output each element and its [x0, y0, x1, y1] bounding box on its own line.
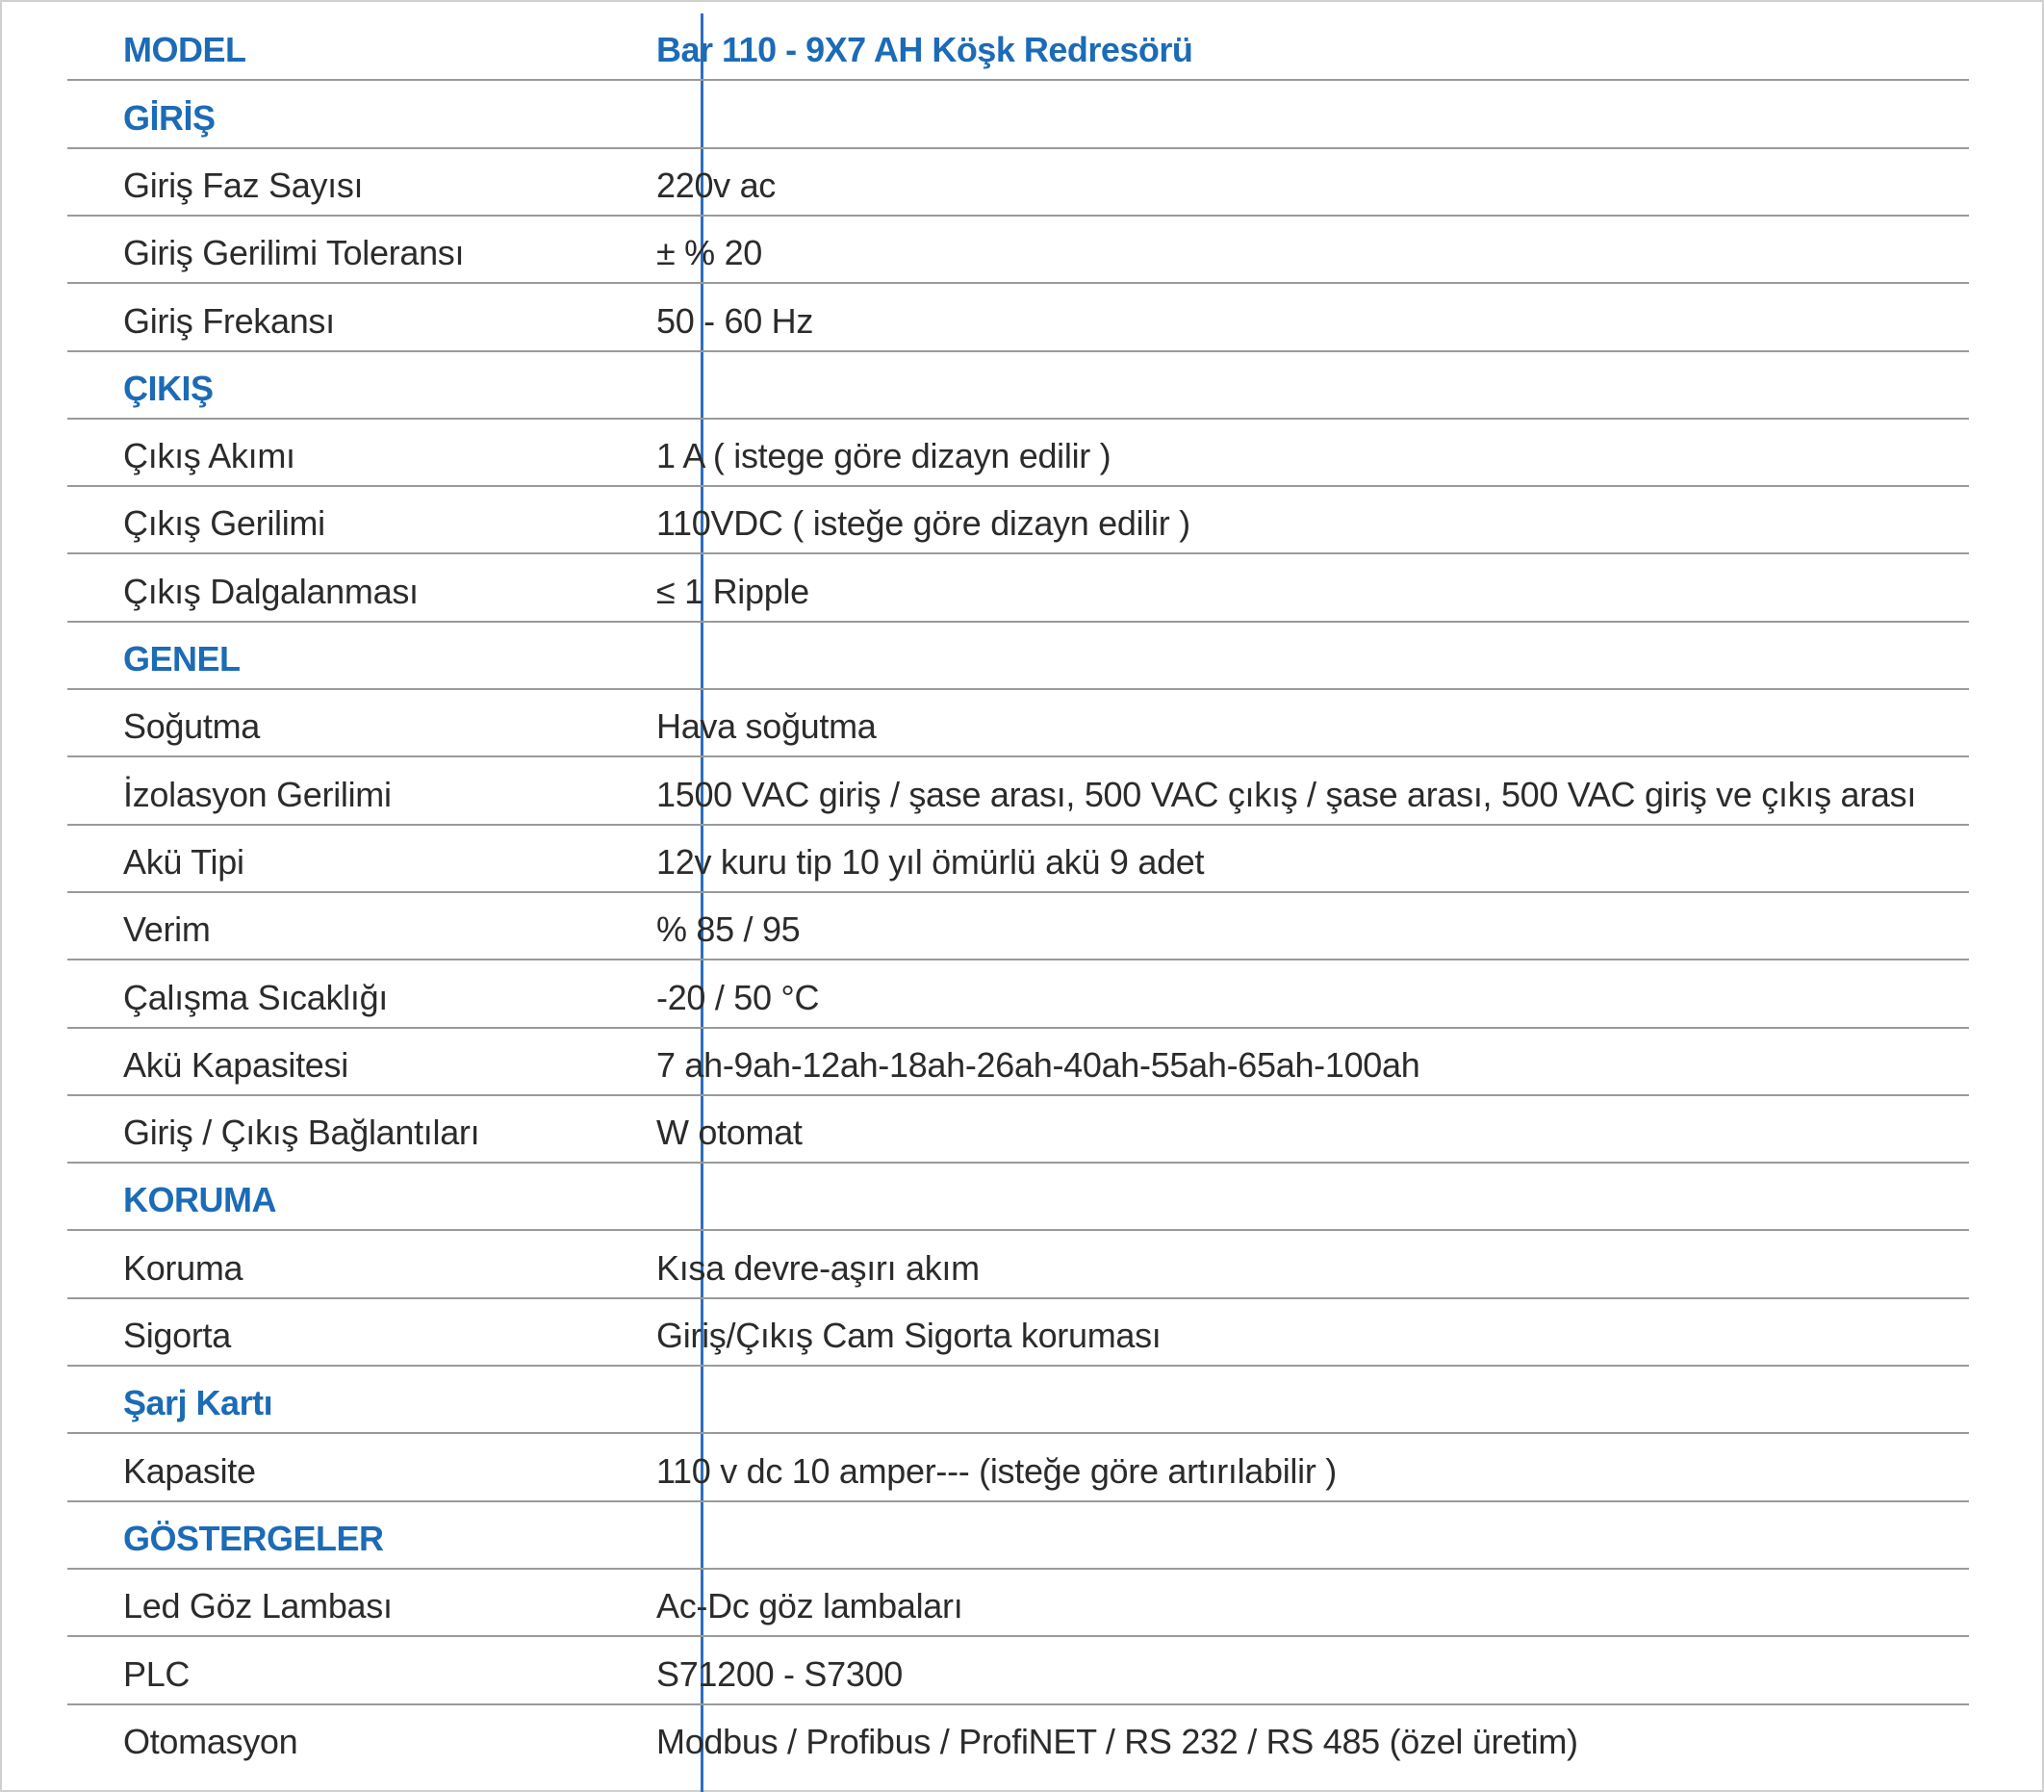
section-value: [656, 352, 1965, 418]
section-header-row: [67, 82, 1969, 149]
table-row: [67, 1638, 1969, 1705]
spec-label: Soğutma: [123, 706, 260, 747]
spec-value: Modbus / Profibus / ProfiNET / RS 232 / RS 485 (özel üretim): [656, 1721, 1578, 1761]
spec-label: Çıkış Akımı: [123, 436, 295, 476]
spec-value: 12v kuru tip 10 yıl ömürlü akü 9 adet: [656, 841, 1205, 882]
spec-value: ≤ 1 Ripple: [656, 571, 809, 611]
spec-label: Çalışma Sıcaklığı: [123, 977, 388, 1017]
spec-label: Led Göz Lambası: [123, 1586, 393, 1626]
table-row: [67, 690, 1969, 757]
section-header-row: [67, 623, 1969, 690]
table-row: [67, 555, 1969, 623]
spec-label: Çıkış Gerilimi: [123, 503, 325, 544]
spec-value: 110VDC ( isteğe göre dizayn edilir ): [656, 503, 1190, 544]
spec-value: Giriş/Çıkış Cam Sigorta koruması: [656, 1316, 1162, 1355]
model-header-label: MODEL: [123, 30, 246, 69]
spec-label: Giriş Faz Sayısı: [123, 165, 364, 205]
spec-label: Sigorta: [123, 1316, 231, 1355]
section-value: [656, 82, 1965, 147]
model-header-row: [67, 13, 1969, 81]
table-row: [67, 1096, 1969, 1164]
spec-value: 1500 VAC giriş / şase arası, 500 VAC çıkış / şase arası, 500 VAC giriş ve çıkış arası: [656, 774, 1917, 814]
section-header-row: [67, 352, 1969, 420]
spec-value: 220v ac: [656, 165, 776, 205]
spec-value: 50 - 60 Hz: [656, 300, 814, 341]
spec-label: Giriş / Çıkış Bağlantıları: [123, 1113, 480, 1153]
spec-label: Çıkış Dalgalanması: [123, 571, 419, 611]
section-header-row: [67, 1502, 1969, 1570]
table-row: [67, 1435, 1969, 1502]
table-row: [67, 1029, 1969, 1096]
spec-label: Akü Tipi: [123, 841, 244, 882]
spec-value: S71200 - S7300: [656, 1653, 904, 1694]
spec-label: İzolasyon Gerilimi: [123, 774, 392, 814]
spec-value: ± % 20: [656, 233, 763, 273]
table-row: [67, 1570, 1969, 1637]
table-row: [67, 1232, 1969, 1299]
section-value: [656, 623, 1965, 688]
table-row: [67, 487, 1969, 554]
spec-label: Giriş Frekansı: [123, 300, 335, 341]
section-header-row: [67, 1164, 1969, 1231]
spec-value: Hava soğutma: [656, 706, 877, 747]
spec-value: Kısa devre-aşırı akım: [656, 1247, 980, 1288]
table-row: [67, 758, 1969, 826]
model-name: Bar 110 - 9X7 AH Köşk Redresörü: [656, 30, 1193, 69]
table-row: [67, 961, 1969, 1029]
table-row: [67, 285, 1969, 352]
spec-value: % 85 / 95: [656, 909, 801, 950]
table-row: [67, 420, 1969, 487]
table-row: [67, 893, 1969, 960]
spec-label: Otomasyon: [123, 1721, 298, 1761]
spec-value: -20 / 50 °C: [656, 977, 820, 1017]
section-value: [656, 1502, 1965, 1568]
spec-value: 1 A ( istege göre dizayn edilir ): [656, 436, 1111, 476]
spec-label: Giriş Gerilimi Toleransı: [123, 233, 465, 273]
spec-label: Koruma: [123, 1247, 243, 1288]
table-row: [67, 149, 1969, 217]
section-header-row: [67, 1367, 1969, 1434]
section-title: GENEL: [123, 639, 241, 678]
section-value: [656, 1164, 1965, 1229]
spec-value: W otomat: [656, 1113, 803, 1153]
table-row: [67, 1705, 1969, 1773]
spec-label: Akü Kapasitesi: [123, 1044, 348, 1085]
section-title: Şarj Kartı: [123, 1383, 273, 1423]
spec-label: Verim: [123, 909, 211, 950]
spec-value: Ac-Dc göz lambaları: [656, 1586, 963, 1626]
section-title: GÖSTERGELER: [123, 1518, 384, 1558]
spec-value: 7 ah-9ah-12ah-18ah-26ah-40ah-55ah-65ah-100ah: [656, 1044, 1420, 1085]
section-title: GİRİŞ: [123, 97, 216, 138]
section-title: ÇIKIŞ: [123, 368, 214, 408]
table-row: [67, 1299, 1969, 1367]
table-row: [67, 217, 1969, 284]
spec-label: PLC: [123, 1653, 191, 1694]
spec-value: 110 v dc 10 amper--- (isteğe göre artırılabilir ): [656, 1450, 1337, 1491]
section-title: KORUMA: [123, 1180, 276, 1220]
section-value: [656, 1367, 1965, 1432]
spec-label: Kapasite: [123, 1450, 256, 1491]
table-row: [67, 826, 1969, 893]
